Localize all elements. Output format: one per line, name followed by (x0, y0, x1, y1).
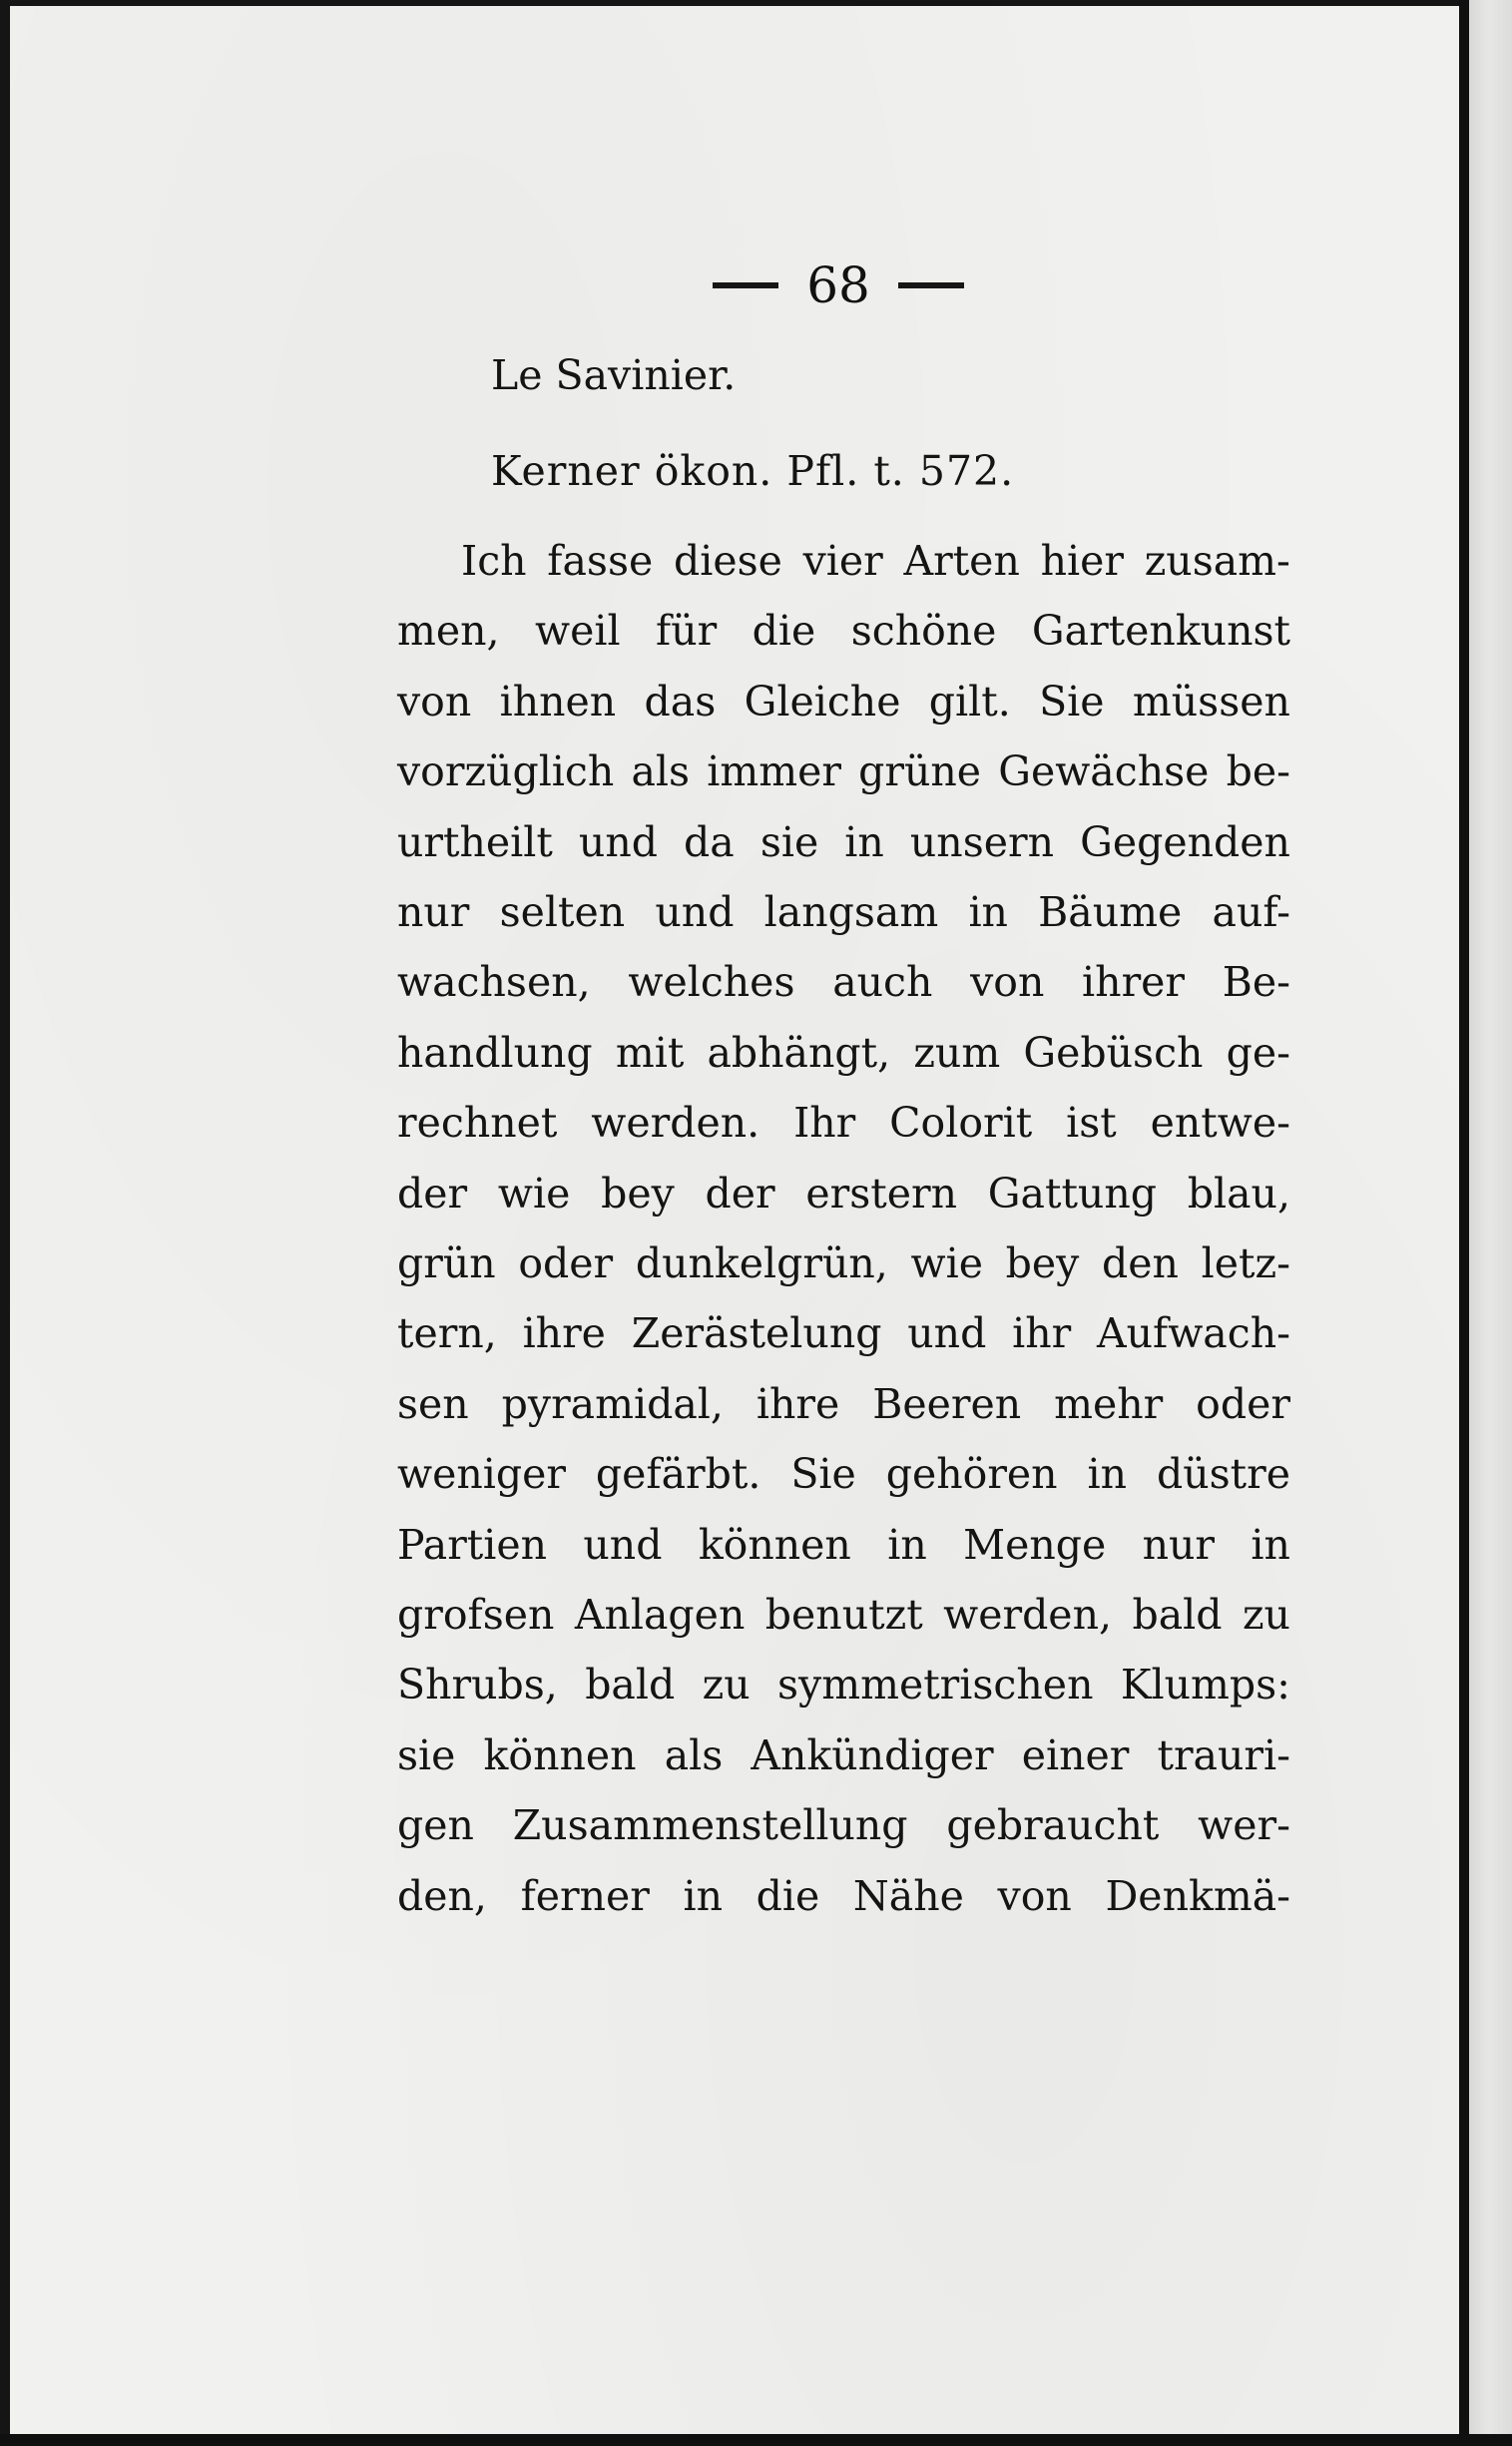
body-word: die (756, 1871, 820, 1920)
body-line (397, 1099, 1290, 1148)
body-word: be- (1226, 747, 1290, 796)
body-word: für (656, 607, 718, 656)
body-word: können (698, 1520, 851, 1569)
subheading-reference: Kerner ökon. Pfl. t. 572. (491, 447, 1015, 495)
body-word: Anlagen (574, 1591, 746, 1639)
body-word: grofsen (397, 1591, 555, 1639)
body-word: symmetrischen (776, 1661, 1094, 1710)
body-word: Zusammenstellung (512, 1801, 908, 1850)
body-word: gen (397, 1801, 474, 1850)
body-word: weniger (397, 1450, 566, 1499)
body-line (397, 1730, 1290, 1779)
body-word: Ankündiger (751, 1730, 994, 1779)
body-line (397, 1450, 1290, 1499)
body-word: werden. (591, 1099, 760, 1148)
body-word: immer (707, 747, 841, 796)
body-word: in (683, 1871, 724, 1920)
body-word: auch (832, 958, 933, 1007)
body-word: blau, (1187, 1169, 1290, 1218)
body-word: von (997, 1871, 1072, 1920)
body-line (397, 1309, 1290, 1358)
body-word: handlung (397, 1028, 593, 1077)
header-dash-left (713, 282, 778, 288)
body-word: sie (397, 1730, 456, 1779)
body-word: wachsen, (397, 958, 591, 1007)
body-line (397, 958, 1290, 1007)
body-word: Sie (790, 1450, 856, 1499)
body-word: wie (910, 1239, 983, 1287)
body-word: in (887, 1520, 927, 1569)
body-word: können (483, 1730, 637, 1779)
body-word: das (644, 677, 717, 726)
body-word: trauri- (1157, 1730, 1290, 1779)
body-word: von (970, 958, 1045, 1007)
body-word: einer (1021, 1730, 1130, 1779)
body-word: rechnet (397, 1099, 558, 1148)
body-line (397, 1801, 1290, 1850)
body-line (397, 677, 1290, 726)
body-word: und (907, 1309, 987, 1358)
body-word: Gleiche (744, 677, 901, 726)
body-word: gebraucht (946, 1801, 1160, 1850)
body-word: welches (628, 958, 795, 1007)
body-word: ihre (522, 1309, 606, 1358)
body-word: Shrubs, (397, 1661, 558, 1710)
body-word: Klumps: (1120, 1661, 1290, 1710)
body-line (397, 1591, 1290, 1639)
body-line (397, 1239, 1290, 1287)
body-word: Gartenkunst (1031, 607, 1290, 656)
body-word: Beeren (872, 1379, 1022, 1428)
body-word: gefärbt. (595, 1450, 761, 1499)
body-word: Nähe (852, 1871, 964, 1920)
body-word: und (655, 888, 735, 936)
body-word: Arten (903, 537, 1020, 585)
body-word: da (684, 817, 735, 866)
body-word: mehr (1054, 1379, 1164, 1428)
body-word: gilt. (928, 677, 1011, 726)
body-word: dunkelgrün, (635, 1239, 888, 1287)
body-word: oder (518, 1239, 614, 1287)
body-word: ge- (1226, 1028, 1290, 1077)
body-word: mit (615, 1028, 685, 1077)
body-word: nur (397, 888, 470, 936)
body-word: bey (601, 1169, 675, 1218)
body-word: zu (1242, 1591, 1290, 1639)
body-word: bald (585, 1661, 676, 1710)
body-word: abhängt, (707, 1028, 891, 1077)
body-word: gehören (885, 1450, 1058, 1499)
body-word: in (1251, 1520, 1290, 1569)
body-word: in (844, 817, 884, 866)
body-word: Sie (1039, 677, 1105, 726)
body-word: wer- (1198, 1801, 1290, 1850)
body-word: sie (759, 817, 819, 866)
body-word: Aufwach- (1097, 1309, 1290, 1358)
body-word: nur (1142, 1520, 1216, 1569)
body-word: Gebüsch (1023, 1028, 1204, 1077)
body-word: urtheilt (397, 817, 553, 866)
body-word: in (968, 888, 1008, 936)
body-word: Denkmä- (1105, 1871, 1290, 1920)
body-word: diese (673, 537, 782, 585)
body-word: Colorit (889, 1099, 1033, 1148)
body-word: Gegenden (1080, 817, 1290, 866)
body-word: langsam (763, 888, 939, 936)
body-word: als (664, 1730, 724, 1779)
page-header (669, 245, 1008, 325)
body-word: und (583, 1520, 663, 1569)
body-line (397, 888, 1290, 936)
header-dash-right (898, 282, 964, 288)
body-word: oder (1196, 1379, 1290, 1428)
body-word: bey (1005, 1239, 1080, 1287)
body-word: benutzt (764, 1591, 923, 1639)
body-line (397, 747, 1290, 796)
body-word: Gattung (987, 1169, 1157, 1218)
body-line (397, 1520, 1290, 1569)
body-line (397, 1169, 1290, 1218)
body-word: sen (397, 1379, 469, 1428)
body-word: entwe- (1150, 1099, 1290, 1148)
body-word: zu (702, 1661, 751, 1710)
body-word: zusam- (1144, 537, 1290, 585)
body-word: ist (1066, 1099, 1117, 1148)
body-word: wie (497, 1169, 571, 1218)
body-word: müssen (1132, 677, 1290, 726)
body-word: zum (913, 1028, 1001, 1077)
body-word: und (578, 817, 658, 866)
body-word: Ihr (793, 1099, 856, 1148)
body-word: letz- (1201, 1239, 1290, 1287)
body-word: men, (397, 607, 500, 656)
body-word: der (397, 1169, 468, 1218)
body-word: Menge (963, 1520, 1107, 1569)
body-word: weil (535, 607, 621, 656)
body-word: den (1102, 1239, 1179, 1287)
body-word: ihnen (499, 677, 617, 726)
body-word: ihrer (1082, 958, 1186, 1007)
scan-bottom-edge (0, 2434, 1512, 2446)
body-word: werden, (943, 1591, 1113, 1639)
body-word: als (631, 747, 691, 796)
adjacent-page-edge (1459, 0, 1512, 2446)
book-page (10, 6, 1459, 2437)
body-word: grüne (858, 747, 982, 796)
subheading-name: Le Savinier. (491, 351, 737, 399)
body-word: pyramidal, (501, 1379, 724, 1428)
body-word: hier (1040, 537, 1124, 585)
body-word: Ich (461, 537, 527, 585)
body-word: vorzüglich (397, 747, 615, 796)
body-word: unsern (909, 817, 1055, 866)
body-word: Gewächse (998, 747, 1210, 796)
body-word: düstre (1156, 1450, 1290, 1499)
body-word: selten (499, 888, 626, 936)
body-word: Be- (1222, 958, 1290, 1007)
body-word: bald (1132, 1591, 1223, 1639)
body-word: erstern (805, 1169, 958, 1218)
body-word: schöne (850, 607, 997, 656)
body-word: auf- (1212, 888, 1290, 936)
body-word: die (752, 607, 816, 656)
body-word: in (1087, 1450, 1128, 1499)
body-line (397, 607, 1290, 656)
body-word: den, (397, 1871, 487, 1920)
body-word: ihr (1012, 1309, 1072, 1358)
body-line (397, 1379, 1290, 1428)
body-word: Bäume (1038, 888, 1183, 936)
body-word: tern, (397, 1309, 497, 1358)
body-word: fasse (547, 537, 654, 585)
body-word: ihre (756, 1379, 840, 1428)
body-word: grün (397, 1239, 496, 1287)
body-line (461, 537, 1290, 585)
body-word: ferner (520, 1871, 650, 1920)
body-word: der (705, 1169, 775, 1218)
body-line (397, 1028, 1290, 1077)
body-word: von (397, 677, 472, 726)
body-word: vier (802, 537, 883, 585)
body-line (397, 1661, 1290, 1710)
page-number: 68 (806, 256, 870, 314)
body-word: Partien (397, 1520, 548, 1569)
body-word: Zerästelung (631, 1309, 882, 1358)
body-line (397, 1871, 1290, 1920)
body-line (397, 817, 1290, 866)
